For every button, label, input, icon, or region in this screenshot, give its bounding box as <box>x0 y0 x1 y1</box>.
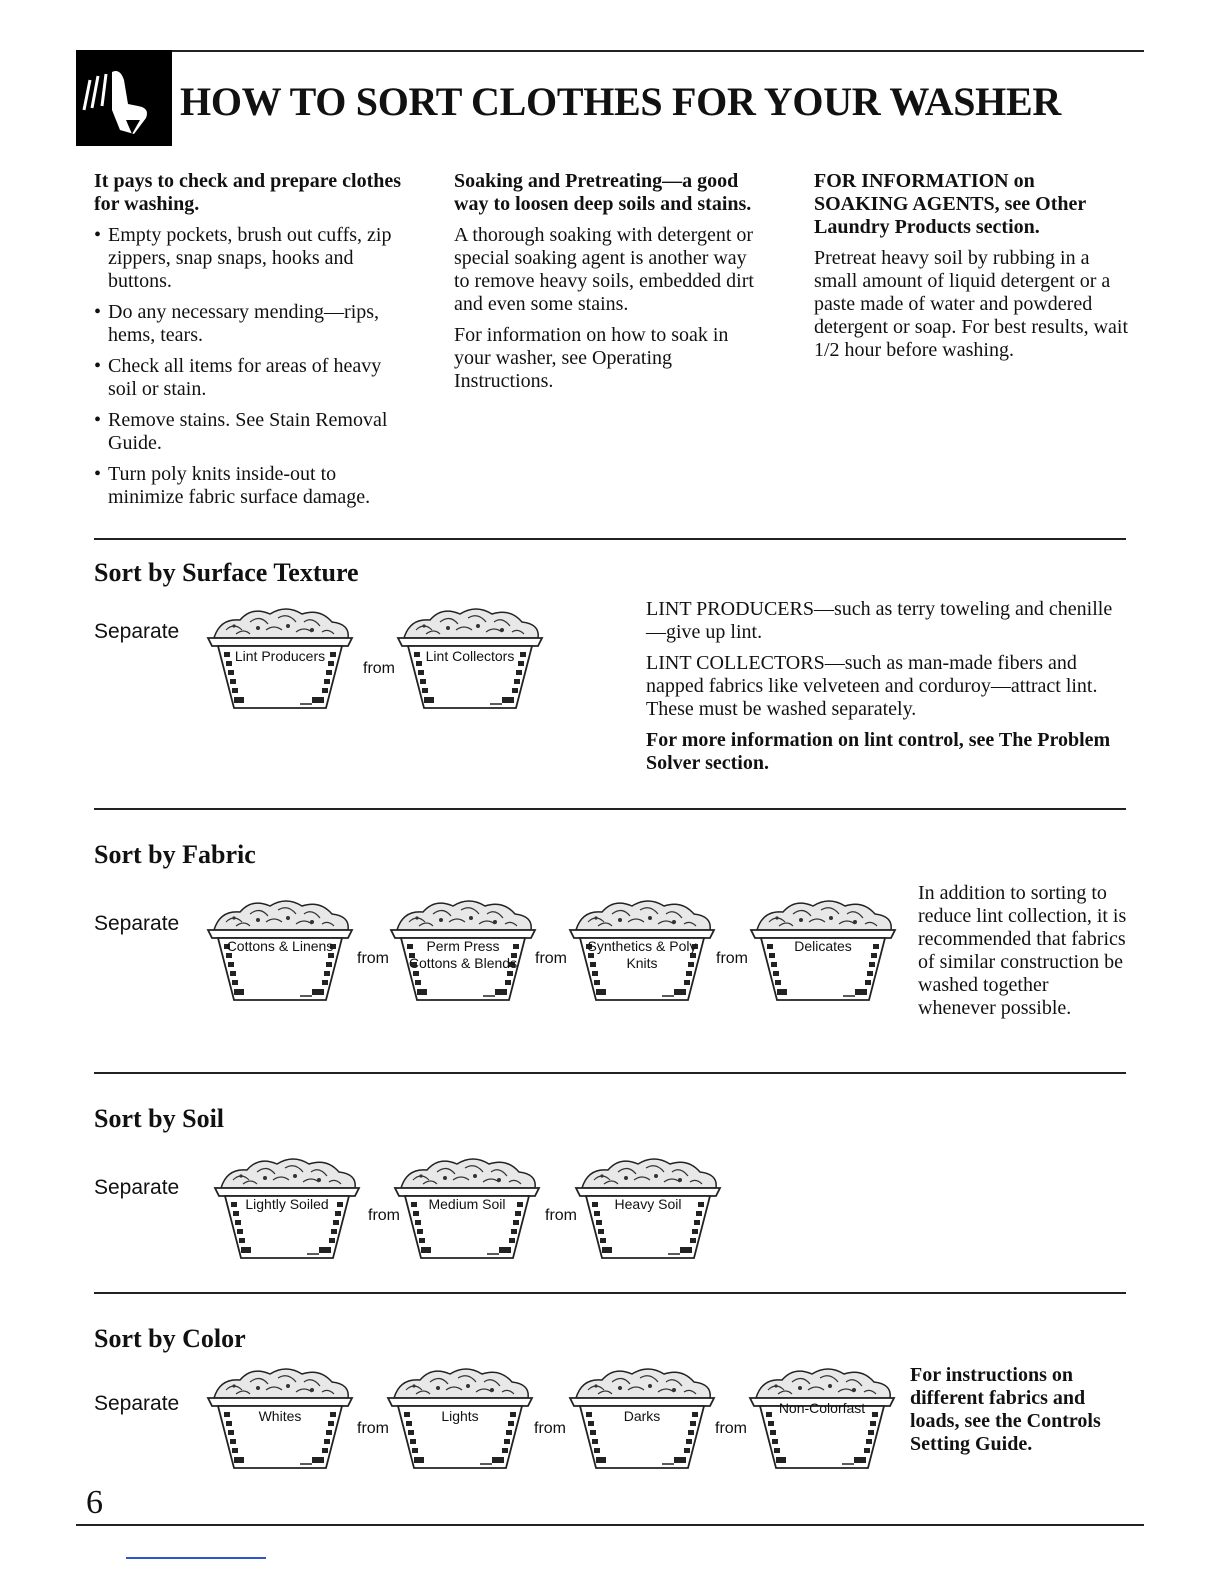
basket-label: Delicates <box>794 938 852 954</box>
basket-label: Medium Soil <box>428 1196 506 1212</box>
from-label: from <box>534 1420 566 1437</box>
separate-label: Separate <box>94 912 180 935</box>
section-title-fabric: Sort by Fabric <box>94 840 256 869</box>
prepare-list <box>94 224 414 509</box>
soaking-paragraph: A thorough soaking with detergent or special soaking agent is another way to remove heavy soils, embedded dirt and even some stains. <box>454 224 754 315</box>
list-item: • Remove stains. See Stain Removal Guide. <box>94 409 414 455</box>
from-label: from <box>357 950 389 967</box>
basket-lint-producers <box>200 600 360 715</box>
from-label: from <box>545 1207 577 1224</box>
basket-synthetics <box>562 892 722 1007</box>
basket-lint-collectors <box>390 600 550 715</box>
section-rule <box>94 1292 1126 1294</box>
separate-label: Separate <box>94 1176 180 1199</box>
basket-label: Perm Press Cottons & Blends <box>408 938 518 971</box>
lint-control-note: For more information on lint control, see The Problem Solver section. <box>646 729 1111 774</box>
from-label: from <box>535 950 567 967</box>
from-label: from <box>357 1420 389 1437</box>
section-title-color: Sort by Color <box>94 1324 246 1353</box>
pretreat-paragraph: Pretreat heavy soil by rubbing in a small amount of liquid detergent or a paste made of water and powdered detergent or soap. For best results, wait 1/2 hour before washing. <box>814 247 1129 361</box>
washer-hand-icon <box>76 50 172 146</box>
page-title: HOW TO SORT CLOTHES FOR YOUR WASHER <box>180 79 1061 124</box>
section-title-soil: Sort by Soil <box>94 1104 225 1133</box>
list-item: • Turn poly knits inside-out to minimize fabric surface damage. <box>94 463 414 509</box>
basket-medium-soil <box>387 1150 547 1265</box>
from-label: from <box>363 660 395 677</box>
agents-heading: FOR INFORMATION on SOAKING AGENTS, see Other Laundry Products section. <box>814 170 1086 238</box>
basket-perm-press <box>383 892 543 1007</box>
section-rule <box>94 808 1126 810</box>
basket-label: Non-Colorfast <box>778 1400 866 1416</box>
section-rule <box>94 1072 1126 1074</box>
color-note <box>910 1364 1130 1464</box>
list-item: • Empty pockets, brush out cuffs, zip zippers, snap snaps, hooks and buttons. <box>94 224 414 293</box>
prepare-heading: It pays to check and prepare clothes for washing. <box>94 170 402 215</box>
from-label: from <box>715 1420 747 1437</box>
basket-label: Heavy Soil <box>614 1196 682 1212</box>
basket-label: Lint Producers <box>234 648 326 664</box>
intro-column-prepare <box>94 170 414 517</box>
soaking-heading: Soaking and Pretreating—a good way to loosen deep soils and stains. <box>454 170 752 215</box>
section-title-texture: Sort by Surface Texture <box>94 558 359 587</box>
basket-delicates <box>743 892 903 1007</box>
basket-label: Darks <box>623 1408 661 1424</box>
basket-cottons-linens <box>200 892 360 1007</box>
page-number: 6 <box>86 1484 103 1521</box>
basket-heavy-soil <box>568 1150 728 1265</box>
intro-column-soaking <box>454 170 764 401</box>
basket-darks <box>562 1360 722 1475</box>
basket-label: Cottons & Linens <box>226 938 334 954</box>
intro-column-agents <box>814 170 1134 370</box>
list-item: • Check all items for areas of heavy soil or stain. <box>94 355 414 401</box>
basket-label: Lights <box>441 1408 479 1424</box>
from-label: from <box>368 1207 400 1224</box>
basket-label: Lint Collectors <box>425 648 515 664</box>
lint-notes <box>646 598 1116 783</box>
separate-label: Separate <box>94 1392 180 1415</box>
from-label: from <box>716 950 748 967</box>
basket-label: Lightly Soiled <box>245 1196 329 1212</box>
basket-label: Synthetics & Poly Knits <box>587 938 697 971</box>
section-rule <box>94 538 1126 540</box>
basket-non-colorfast <box>742 1360 902 1475</box>
fabric-note-text: In addition to sorting to reduce lint collection, it is recommended that fabrics of similar construction be washed together whenever possible. <box>918 882 1127 1019</box>
soaking-paragraph: For information on how to soak in your washer, see Operating Instructions. <box>454 324 729 392</box>
color-note-text: For instructions on different fabrics and loads, see the Controls Setting Guide. <box>910 1364 1101 1455</box>
list-item: • Do any necessary mending—rips, hems, tears. <box>94 301 414 347</box>
separate-label: Separate <box>94 620 180 643</box>
basket-whites <box>200 1360 360 1475</box>
footer-link-line <box>126 1557 266 1559</box>
top-rule <box>76 50 1144 52</box>
basket-label: Whites <box>258 1408 302 1424</box>
bottom-rule <box>76 1524 1144 1526</box>
lint-producers-note: LINT PRODUCERS—such as terry toweling and chenille—give up lint. <box>646 598 1113 643</box>
lint-collectors-note: LINT COLLECTORS—such as man-made fibers and napped fabrics like velveteen and corduroy—attract lint. These must be washed separately. <box>646 652 1098 720</box>
fabric-note <box>918 882 1128 1028</box>
basket-lightly-soiled <box>207 1150 367 1265</box>
basket-lights <box>380 1360 540 1475</box>
